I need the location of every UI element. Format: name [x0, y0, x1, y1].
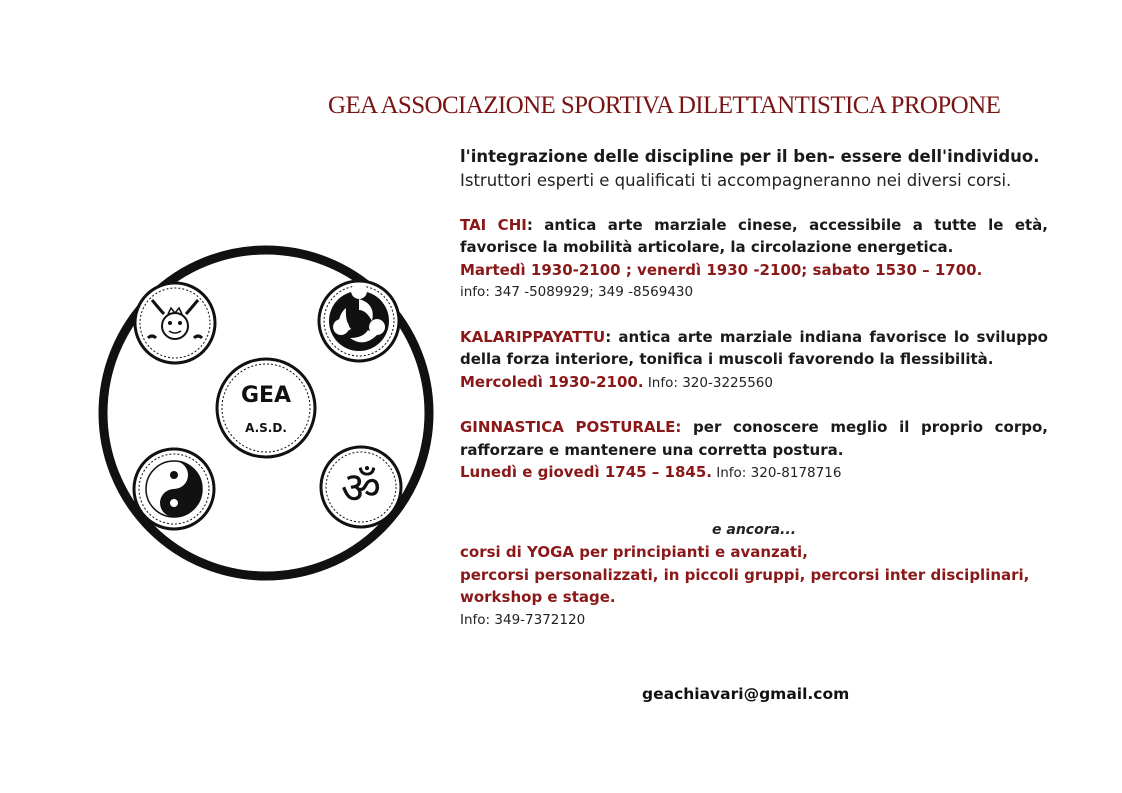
intro-heading: l'integrazione delle discipline per il ben- essere dell'individuo. — [460, 147, 1040, 166]
demon-mask-icon — [135, 283, 215, 363]
gea-badge — [217, 359, 315, 457]
course-schedule: Martedì 1930-2100 ; venerdì 1930 -2100; sabato 1530 – 1700. — [460, 260, 983, 279]
course-info: Info: 320-8178716 — [711, 465, 842, 481]
course-info: info: 347 -5089929; 349 -8569430 — [460, 284, 694, 300]
om-icon — [321, 447, 401, 527]
course-description: per conoscere meglio il proprio corpo, rafforzare e mantenere una corretta postura. — [460, 418, 1048, 459]
intro-text: Istruttori esperti e qualificati ti accompagneranno nei diversi corsi. — [460, 170, 1012, 190]
logo-subtitle: A.S.D. — [245, 421, 287, 435]
yin-yang-icon — [134, 449, 214, 529]
course-info: Info: 320-3225560 — [643, 374, 773, 391]
course-name: GINNASTICA POSTURALE: — [460, 418, 682, 436]
more-line-1: corsi di YOGA per principianti e avanzati, — [460, 543, 808, 561]
course-tai-chi — [460, 214, 1048, 304]
logo-title: GEA — [240, 383, 292, 408]
contact-email[interactable]: geachiavari@gmail.com — [642, 685, 850, 703]
course-name: KALARIPPAYATTU — [460, 327, 606, 346]
svg-text:ॐ: ॐ — [340, 463, 382, 514]
more-heading: e ancora... — [712, 521, 797, 538]
mitsudomoe-icon — [319, 281, 399, 361]
course-description: : antica arte marziale indiana favorisce lo sviluppo della forza interiore, tonifica i muscoli favorendo la flessibilità. — [460, 327, 1048, 368]
course-schedule: Lunedì e giovedì 1745 – 1845. — [460, 463, 712, 481]
course-description: : antica arte marziale cinese, accessibile a tutte le età, favorisce la mobilità articolare, la circolazione energetica. — [460, 215, 1048, 256]
course-schedule: Mercoledì 1930-2100. — [460, 372, 644, 391]
main-content — [460, 146, 1048, 631]
page-title: GEA ASSOCIAZIONE SPORTIVA DILETTANTISTICA PROPONE — [328, 92, 1001, 119]
more-line-3: workshop e stage. — [460, 588, 616, 606]
more-line-2: percorsi personalizzati, in piccoli gruppi, percorsi inter disciplinari, — [460, 565, 1030, 584]
course-name: TAI CHI — [460, 215, 527, 234]
gea-logo — [80, 242, 452, 584]
course-ginnastica-posturale — [460, 416, 1048, 485]
course-kalarippayattu — [460, 326, 1048, 395]
more-info: Info: 349-7372120 — [460, 611, 586, 628]
